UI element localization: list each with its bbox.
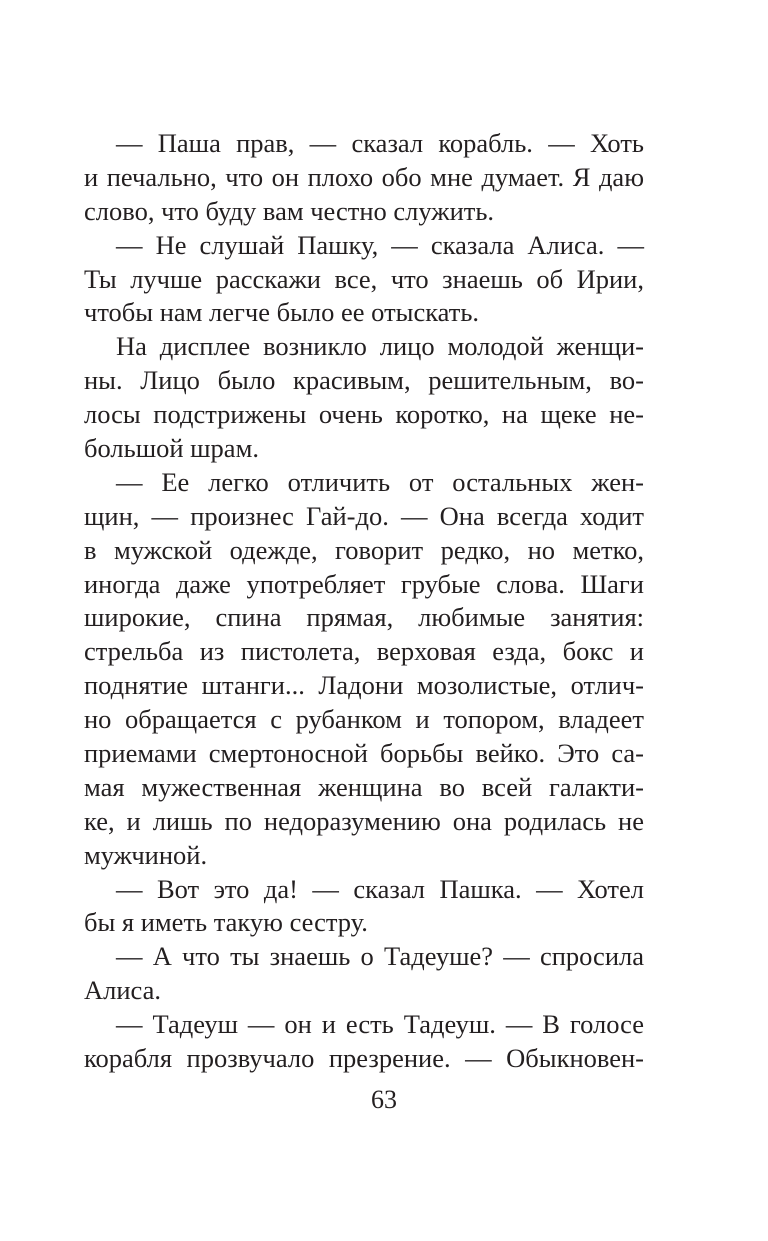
- text-line: чтобы нам легче было ее отыскать.: [84, 297, 480, 328]
- text-line: но обращается с рубанком и топором, владеет: [84, 704, 644, 735]
- text-line: мужчиной.: [84, 839, 208, 870]
- text-line: Алиса.: [84, 975, 162, 1006]
- page-number: 63: [371, 1085, 397, 1114]
- text-line: лосы подстрижены очень коротко, на щеке не-: [84, 399, 644, 430]
- text-line: ке, и лишь по недоразумению она родилась не: [84, 805, 644, 836]
- text-line: иногда даже употребляет грубые слова. Шаги: [84, 568, 644, 599]
- text-line: ны. Лицо было красивым, решительным, во-: [84, 365, 644, 396]
- text-line: мая мужественная женщина во всей галакти-: [84, 771, 644, 802]
- text-line: — А что ты знаешь о Тадеуше? — спросила: [116, 941, 644, 972]
- text-line: Ты лучше расскажи все, что знаешь об Ирии,: [84, 263, 644, 294]
- text-line: — Тадеуш — он и есть Тадеуш. — В голосе: [116, 1009, 644, 1040]
- text-line: поднятие штанги... Ладони мозолистые, отлич-: [84, 670, 644, 701]
- text-line: в мужской одежде, говорит редко, но метко,: [84, 534, 644, 565]
- text-line: — Ее легко отличить от остальных жен-: [116, 466, 644, 497]
- text-line: широкие, спина прямая, любимые занятия:: [84, 602, 644, 633]
- text-line: корабля прозвучало презрение. — Обыкновен-: [84, 1043, 644, 1074]
- text-line: стрельба из пистолета, верховая езда, бокс и: [84, 636, 644, 667]
- text-line: большой шрам.: [84, 433, 259, 464]
- text-line: щин, — произнес Гай-до. — Она всегда ходит: [84, 500, 644, 531]
- page-text: [84, 127, 644, 1076]
- text-line: На дисплее возникло лицо молодой женщи-: [116, 331, 644, 362]
- text-line: и печально, что он плохо обо мне думает. Я даю: [84, 161, 644, 192]
- text-line: — Не слушай Пашку, — сказала Алиса. —: [116, 229, 644, 260]
- text-line: слово, что буду вам честно служить.: [84, 195, 495, 226]
- text-line: приемами смертоносной борьбы вейко. Это са-: [84, 738, 644, 769]
- text-line: бы я иметь такую сестру.: [84, 907, 368, 938]
- text-line: — Вот это да! — сказал Пашка. — Хотел: [116, 873, 644, 904]
- text-line: — Паша прав, — сказал корабль. — Хоть: [116, 128, 644, 158]
